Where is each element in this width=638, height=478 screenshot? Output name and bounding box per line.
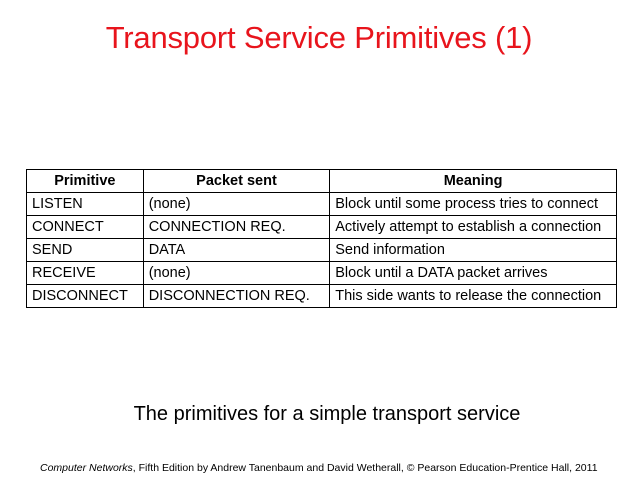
slide-caption: The primitives for a simple transport service — [133, 403, 521, 425]
meaning-cell: This side wants to release the connection — [330, 285, 617, 308]
primitive-cell: DISCONNECT — [27, 285, 144, 308]
packet-cell: (none) — [143, 262, 330, 285]
meaning-cell: Block until some process tries to connect — [330, 193, 617, 216]
packet-cell: DISCONNECTION REQ. — [143, 285, 330, 308]
primitives-table — [26, 169, 617, 308]
table-row — [27, 216, 617, 239]
table-row — [27, 193, 617, 216]
primitive-cell: LISTEN — [27, 193, 144, 216]
primitive-cell: RECEIVE — [27, 262, 144, 285]
meaning-cell: Block until a DATA packet arrives — [330, 262, 617, 285]
table-row — [27, 285, 617, 308]
packet-cell: CONNECTION REQ. — [143, 216, 330, 239]
packet-cell: (none) — [143, 193, 330, 216]
table-header-row — [27, 170, 617, 193]
primitive-cell: SEND — [27, 239, 144, 262]
table-row — [27, 262, 617, 285]
table-row — [27, 239, 617, 262]
column-header-primitive: Primitive — [27, 170, 144, 193]
meaning-cell: Actively attempt to establish a connection — [330, 216, 617, 239]
footer-credit — [40, 462, 598, 474]
packet-cell: DATA — [143, 239, 330, 262]
book-title: Computer Networks — [40, 462, 133, 474]
slide-title: Transport Service Primitives (1) — [105, 20, 533, 55]
column-header-meaning: Meaning — [330, 170, 617, 193]
meaning-cell: Send information — [330, 239, 617, 262]
column-header-packet-sent: Packet sent — [143, 170, 330, 193]
primitive-cell: CONNECT — [27, 216, 144, 239]
credit-text: , Fifth Edition by Andrew Tanenbaum and David Wetherall, © Pearson Education-Prentice Hall, 2011 — [132, 462, 598, 474]
